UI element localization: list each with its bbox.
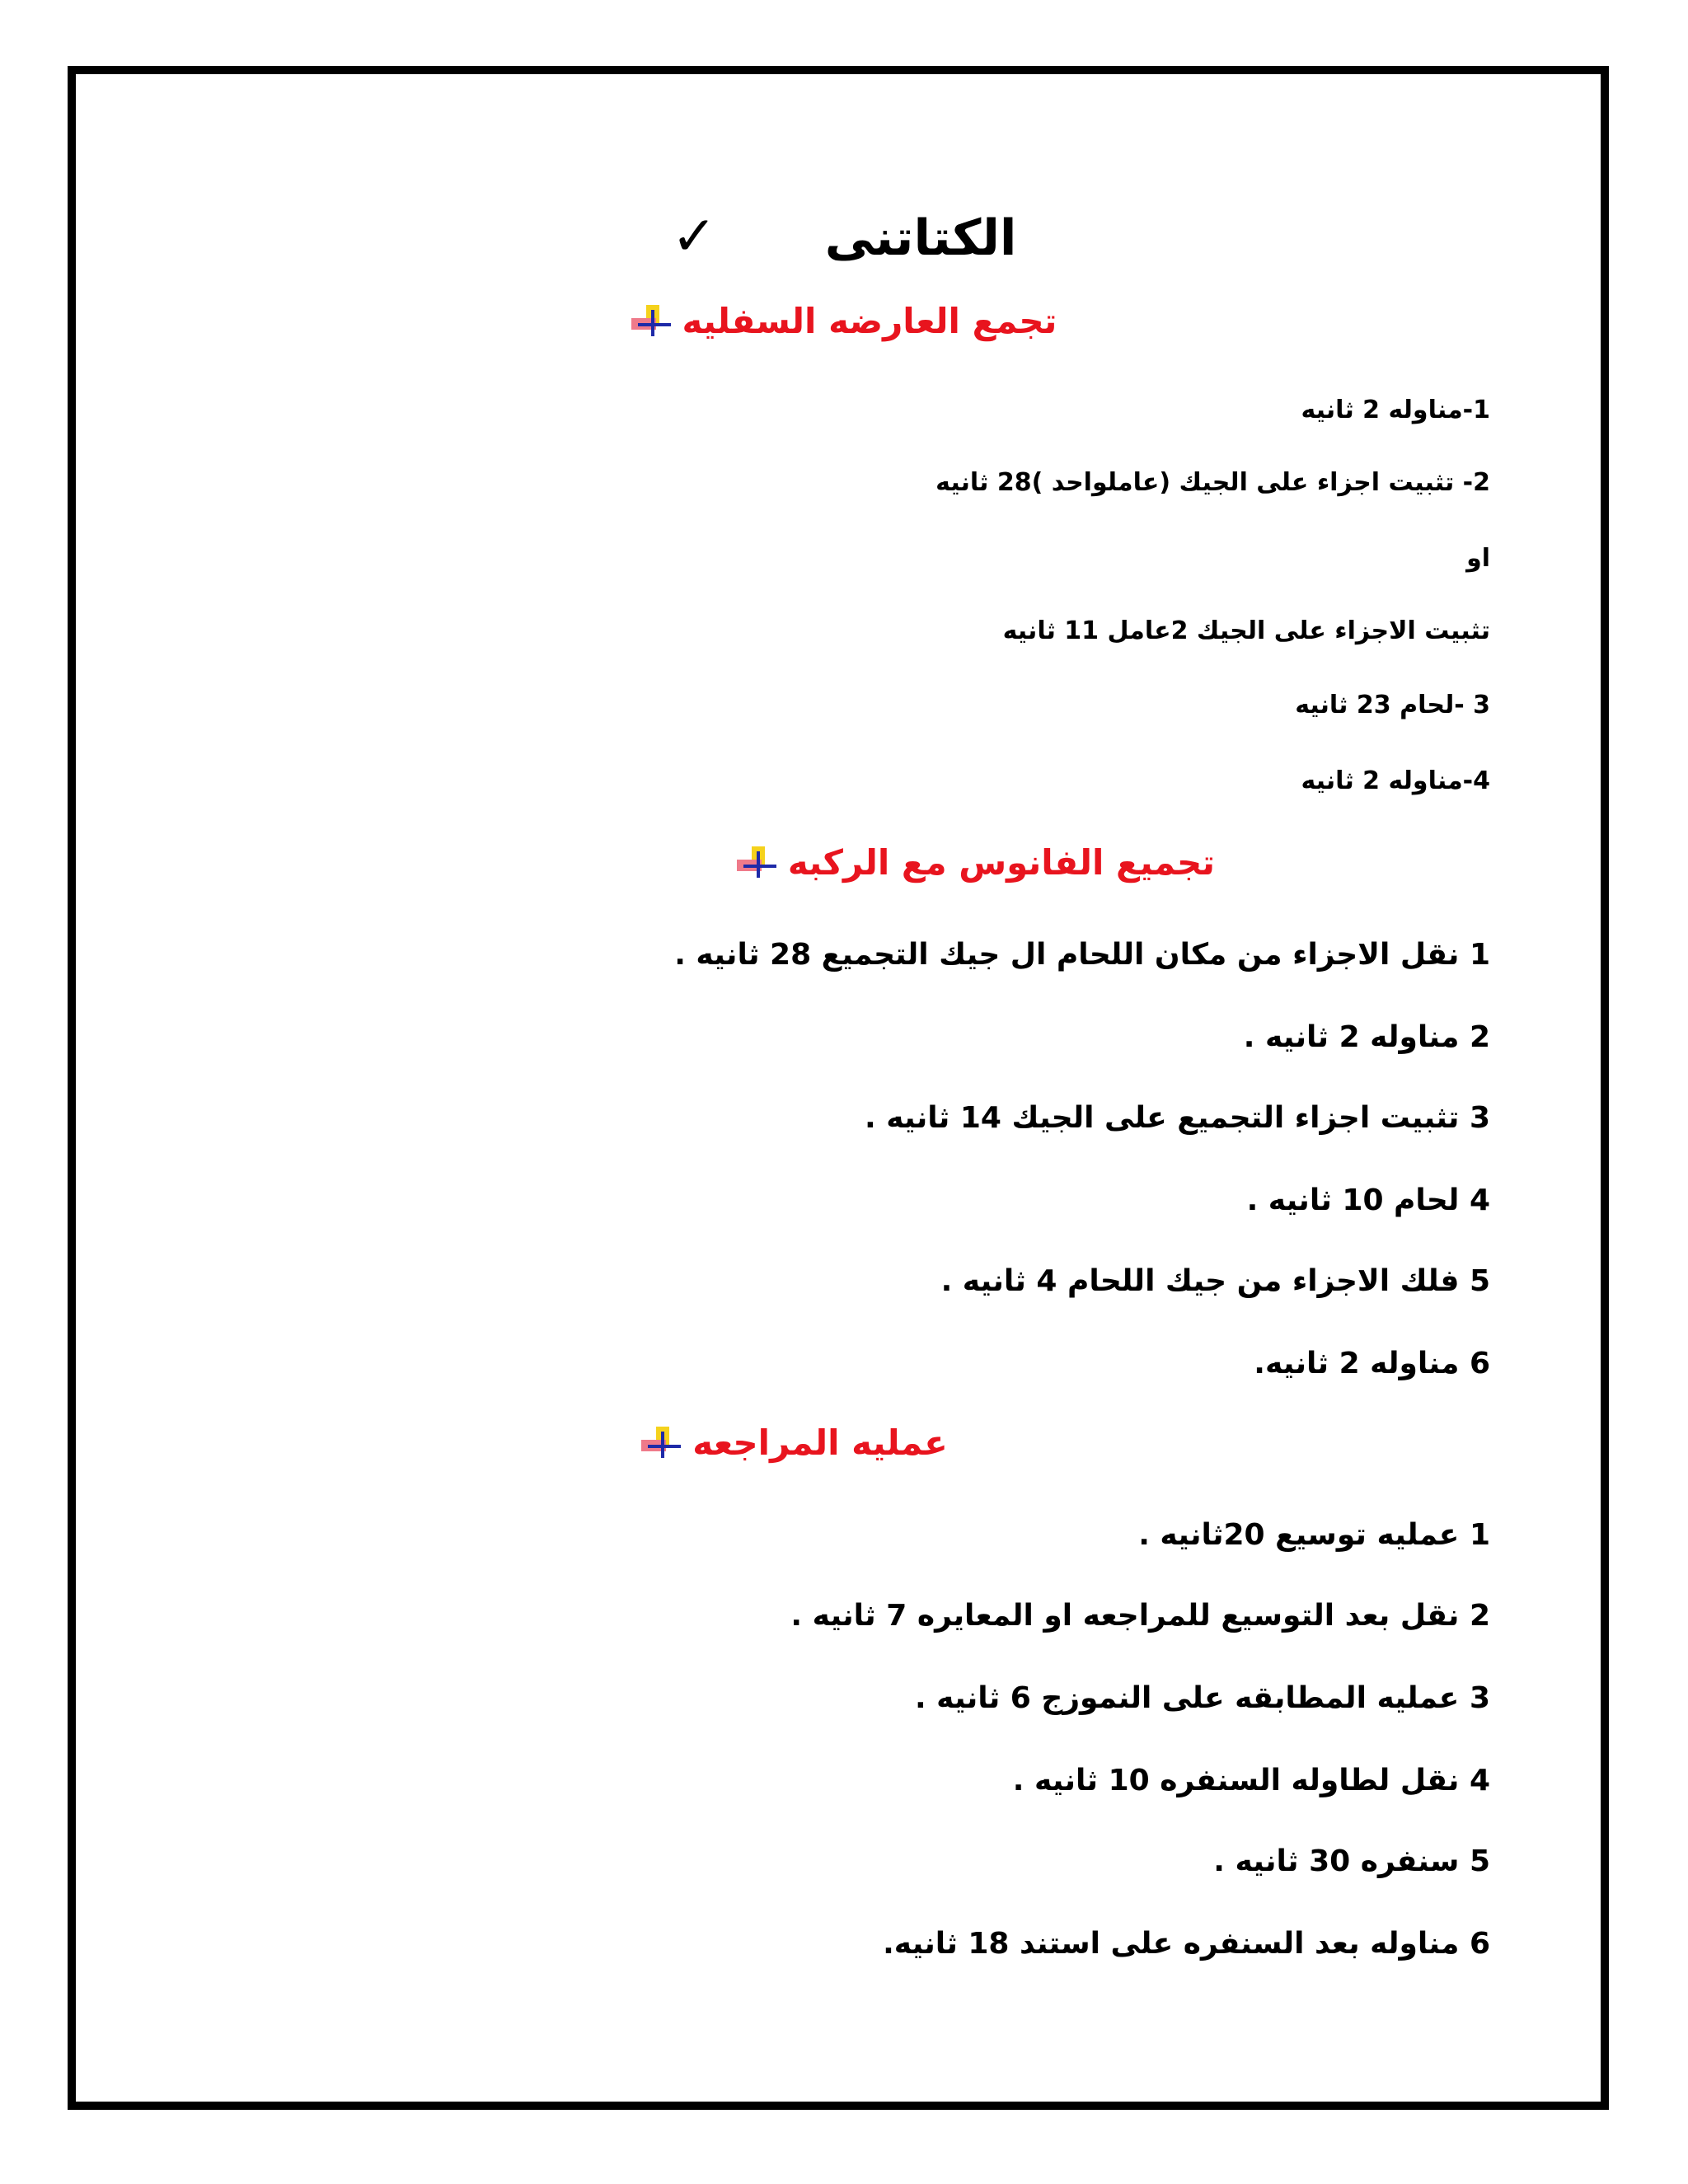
section-heading-text: تجميع الفانوس مع الركبه (787, 842, 1216, 883)
list-item: 2 نقل بعد التوسيع للمراجعه او المعايره 7 ثانيه . (790, 1599, 1490, 1633)
title-text: الكتاتنى (824, 209, 1017, 267)
list-item: 2 مناوله 2 ثانيه . (1243, 1020, 1490, 1054)
colored-square-bullet-icon (641, 1427, 682, 1460)
list-item: 1 نقل الاجزاء من مكان اللحام ال جيك التجميع 28 ثانيه . (674, 938, 1490, 972)
list-item: 4-مناوله 2 ثانيه (1301, 766, 1490, 795)
section-heading-text: عمليه المراجعه (692, 1422, 948, 1463)
list-item: تثبيت الاجزاء على الجيك 2عامل 11 ثانيه (1002, 616, 1490, 645)
page-border (68, 66, 1609, 2110)
section-heading-1 (0, 301, 1688, 341)
list-item: 6 مناوله 2 ثانيه. (1254, 1347, 1490, 1380)
section-heading-text: تجمع العارضه السفليه (682, 301, 1057, 341)
list-item: 4 نقل لطاوله السنفره 10 ثانيه . (1012, 1764, 1490, 1797)
section-heading-2 (132, 842, 1688, 883)
colored-square-bullet-icon (631, 305, 673, 338)
list-item: 4 لحام 10 ثانيه . (1246, 1183, 1490, 1217)
list-item: او (1466, 544, 1490, 573)
list-item: 5 سنفره 30 ثانيه . (1213, 1844, 1490, 1878)
section-heading-3 (0, 1422, 1639, 1463)
list-item: 3 -لحام 23 ثانيه (1295, 691, 1490, 719)
list-item: 3 عمليه المطابقه على النموزج 6 ثانيه . (914, 1681, 1490, 1715)
colored-square-bullet-icon (737, 846, 778, 879)
list-item: 1 عمليه توسيع 20ثانيه . (1138, 1518, 1490, 1552)
list-item: 3 تثبيت اجزاء التجميع على الجيك 14 ثانيه . (865, 1101, 1490, 1135)
document-title (0, 204, 1688, 268)
list-item: 5 فلك الاجزاء من جيك اللحام 4 ثانيه . (940, 1264, 1490, 1298)
list-item: 6 مناوله بعد السنفره على استند 18 ثانيه. (883, 1927, 1490, 1961)
list-item: 2- تثبيت اجزاء على الجيك (عاملواحد )28 ثانيه (935, 468, 1490, 497)
list-item: 1-مناوله 2 ثانيه (1301, 396, 1490, 424)
checkmark-icon: ✓ (671, 204, 717, 268)
